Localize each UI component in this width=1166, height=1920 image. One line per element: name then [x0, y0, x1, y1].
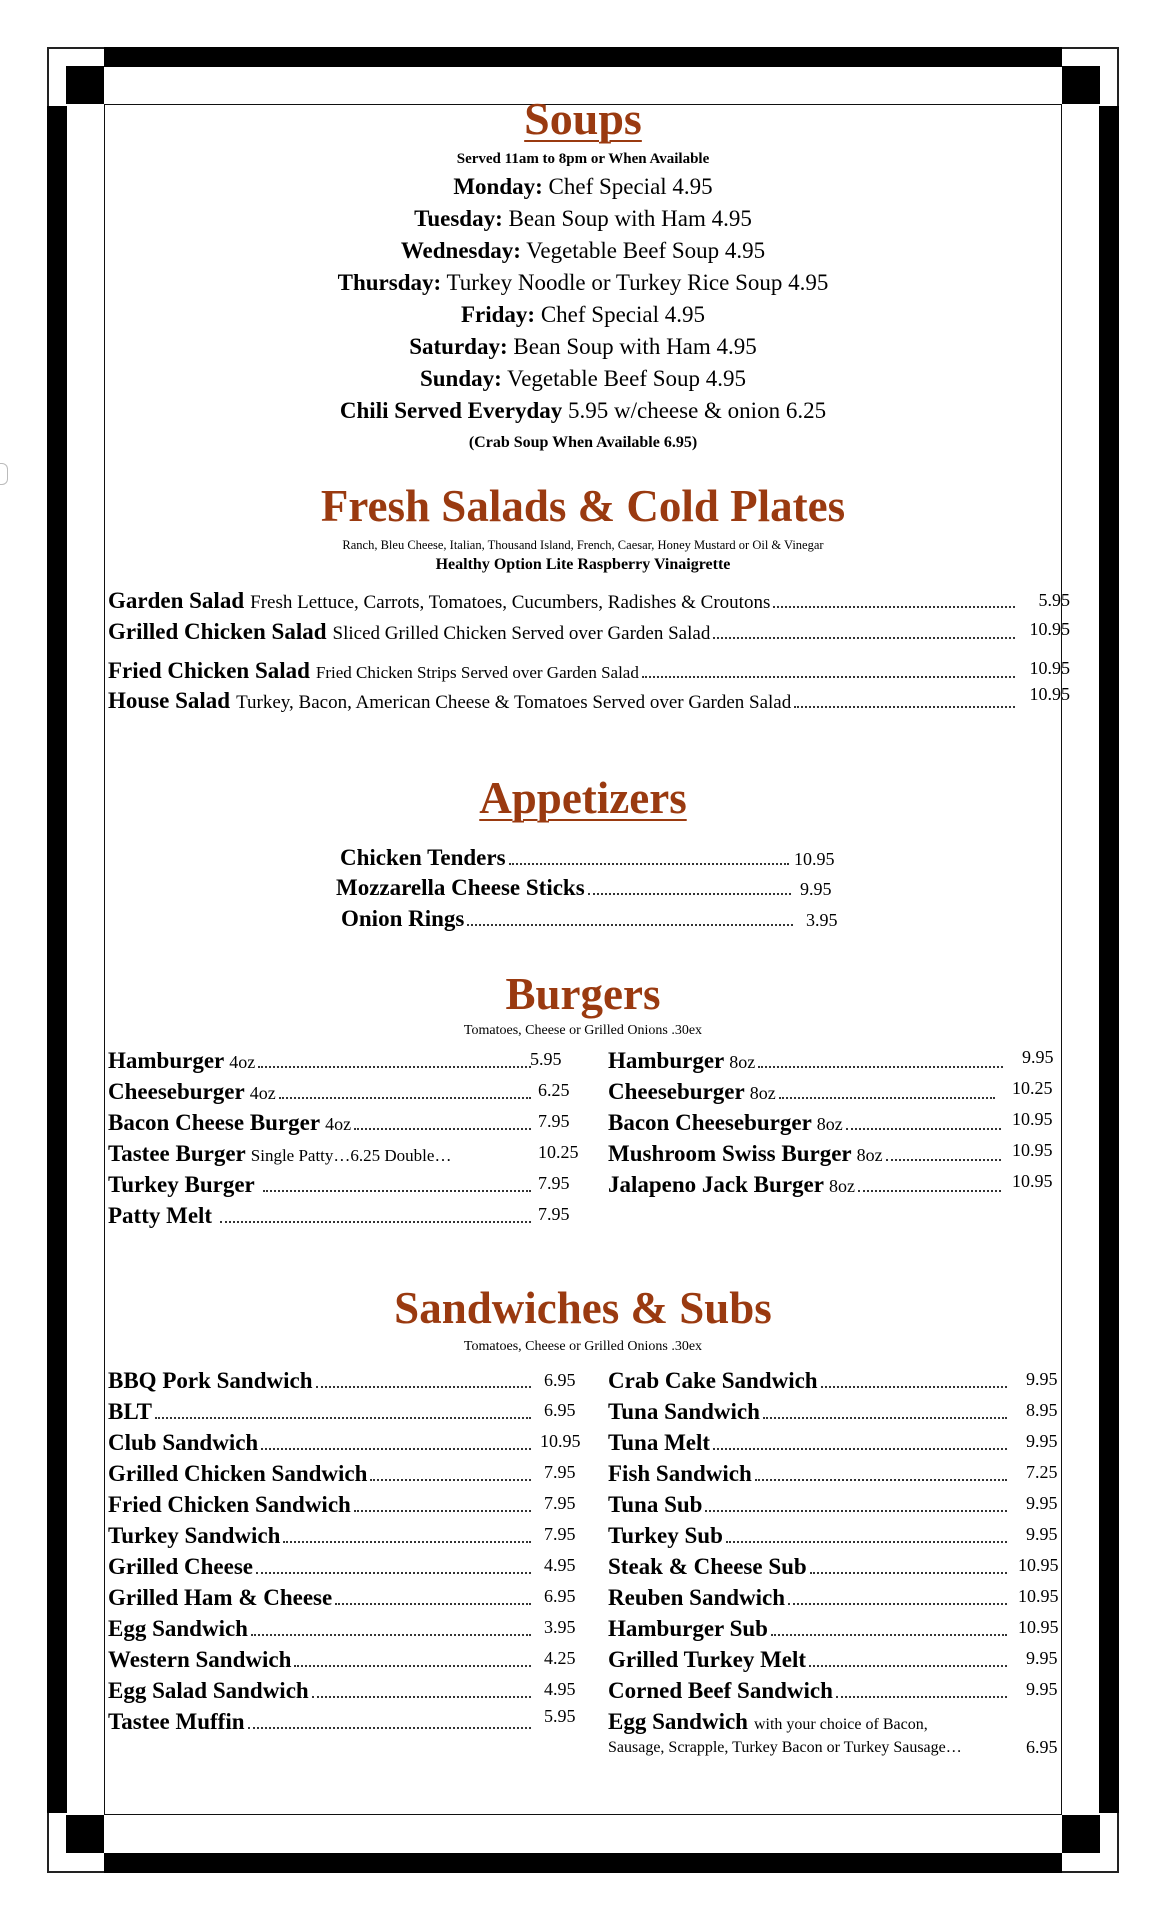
- menu-item-row: [108, 1492, 534, 1518]
- soup-line: [0, 206, 1166, 232]
- dot-leader: [251, 1634, 531, 1636]
- dot-leader: [263, 1190, 531, 1192]
- salads-dressings: Ranch, Bleu Cheese, Italian, Thousand Island, French, Caesar, Honey Mustard or Oil & Vinegar: [342, 538, 824, 552]
- item-name: Fried Chicken Sandwich: [108, 1492, 351, 1517]
- menu-item-row: [108, 1048, 534, 1074]
- menu-item-row: [608, 1079, 998, 1105]
- dot-leader: [312, 1696, 531, 1698]
- item-name: Jalapeno Jack Burger: [608, 1172, 824, 1197]
- item-name: Grilled Cheese: [108, 1554, 253, 1579]
- item-name: Chicken Tenders: [340, 845, 506, 870]
- item-name: Tuna Sub: [608, 1492, 703, 1517]
- item-name: Western Sandwich: [108, 1647, 292, 1672]
- salads-heading: Fresh Salads & Cold Plates: [320, 481, 846, 531]
- item-size: Single Patty…6.25 Double…: [250, 1146, 452, 1165]
- dot-leader: [155, 1417, 531, 1419]
- item-size: 8oz: [828, 1176, 855, 1196]
- dot-leader: [886, 1159, 1001, 1161]
- item-price: 3.95: [806, 910, 838, 930]
- item-price: 10.95: [794, 849, 835, 869]
- item-name: Turkey Burger: [108, 1172, 255, 1197]
- item-name: Grilled Chicken Salad: [108, 619, 327, 644]
- soups-subtitle: Served 11am to 8pm or When Available: [456, 151, 710, 167]
- item-price: 10.95: [1018, 1555, 1059, 1575]
- dot-leader: [713, 637, 1015, 639]
- dot-leader: [335, 1603, 531, 1605]
- item-price: 4.95: [544, 1555, 576, 1575]
- dot-leader: [788, 1603, 1007, 1605]
- item-name: Hamburger: [108, 1048, 225, 1073]
- item-size: 4oz: [249, 1083, 276, 1103]
- dot-leader: [763, 1417, 1007, 1419]
- menu-item-row: [340, 845, 792, 871]
- item-name: Garden Salad: [108, 588, 245, 613]
- soup-item: Vegetable Beef Soup 4.95: [507, 366, 747, 391]
- soup-line: [0, 302, 1166, 328]
- item-name: Fried Chicken Salad: [108, 658, 310, 683]
- item-price: 10.95: [1029, 684, 1070, 704]
- item-name: BLT: [108, 1399, 152, 1424]
- soup-item: 5.95 w/cheese & onion 6.25: [568, 398, 827, 423]
- item-price: 10.95: [1018, 1586, 1059, 1606]
- menu-item-row: [608, 1678, 1010, 1704]
- dot-leader: [220, 1221, 531, 1223]
- dot-leader: [846, 1128, 1001, 1130]
- soup-item: Bean Soup with Ham 4.95: [513, 334, 757, 359]
- item-price: 6.95: [544, 1400, 576, 1420]
- soup-item: Bean Soup with Ham 4.95: [508, 206, 752, 231]
- dot-leader: [773, 606, 1015, 608]
- item-price: 5.95: [1038, 590, 1070, 610]
- item-name: House Salad: [108, 688, 231, 713]
- item-name: Reuben Sandwich: [608, 1585, 786, 1610]
- soup-line: [0, 270, 1166, 296]
- item-price: 6.95: [544, 1586, 576, 1606]
- dot-leader: [283, 1541, 531, 1543]
- menu-item-row: [108, 1616, 534, 1642]
- item-price: 7.95: [544, 1524, 576, 1544]
- soups-heading: Soups: [524, 93, 642, 144]
- item-name: Fish Sandwich: [608, 1461, 752, 1486]
- item-name: Tastee Burger: [108, 1141, 246, 1166]
- dot-leader: [809, 1665, 1007, 1667]
- item-price: 7.95: [538, 1204, 570, 1224]
- item-price: 10.95: [1029, 619, 1070, 639]
- menu-item-row: [108, 1430, 534, 1456]
- menu-item-row: [108, 1585, 534, 1611]
- dot-leader: [713, 1448, 1007, 1450]
- salads-healthy-option: Healthy Option Lite Raspberry Vinaigrette: [435, 556, 731, 573]
- dot-leader: [794, 706, 1015, 708]
- item-description: Sausage, Scrapple, Turkey Bacon or Turkey Sausage…: [608, 1739, 962, 1756]
- menu-item-row: [608, 1461, 1010, 1487]
- item-price: 8.95: [1026, 1400, 1058, 1420]
- dot-leader: [248, 1727, 531, 1729]
- menu-item-row: [108, 1172, 534, 1198]
- item-name: Cheeseburger: [608, 1079, 745, 1104]
- menu-item-row: [108, 1079, 534, 1105]
- item-name: Mushroom Swiss Burger: [608, 1141, 852, 1166]
- menu-item-row: [608, 1709, 1010, 1735]
- item-name: Bacon Cheese Burger: [108, 1110, 321, 1135]
- item-price: 5.95: [544, 1706, 576, 1726]
- item-price: 6.25: [538, 1080, 570, 1100]
- soup-item: Chef Special 4.95: [540, 302, 705, 327]
- menu-item-row: [108, 658, 1018, 684]
- menu-item-row: [336, 875, 794, 901]
- item-price: 9.95: [1026, 1493, 1058, 1513]
- menu-item-row: [108, 1647, 534, 1673]
- item-price: 6.95: [544, 1370, 576, 1390]
- item-name: Grilled Ham & Cheese: [108, 1585, 333, 1610]
- menu-item-row: [108, 1141, 536, 1167]
- item-price: 9.95: [1026, 1431, 1058, 1451]
- soup-day: Saturday:: [409, 334, 508, 359]
- item-name: Hamburger Sub: [608, 1616, 768, 1641]
- item-price: 7.95: [538, 1173, 570, 1193]
- menu-item-row: [608, 1048, 1006, 1074]
- item-price: 6.95: [1026, 1737, 1058, 1757]
- item-description: Fresh Lettuce, Carrots, Tomatoes, Cucumbers, Radishes & Croutons: [250, 592, 771, 613]
- dot-leader: [705, 1510, 1007, 1512]
- item-name: Tastee Muffin: [108, 1709, 245, 1734]
- soup-day: Tuesday:: [414, 206, 503, 231]
- item-name: Egg Sandwich: [608, 1709, 748, 1734]
- item-price: 3.95: [544, 1617, 576, 1637]
- menu-item-row: [108, 1523, 534, 1549]
- item-name: Turkey Sandwich: [108, 1523, 281, 1548]
- item-name: Turkey Sub: [608, 1523, 723, 1548]
- item-price: 9.95: [1026, 1648, 1058, 1668]
- item-name: Mozzarella Cheese Sticks: [336, 875, 585, 900]
- item-price: 5.95: [530, 1049, 562, 1069]
- item-price: 10.95: [540, 1431, 581, 1451]
- soup-line: [0, 398, 1166, 424]
- item-name: Bacon Cheeseburger: [608, 1110, 812, 1135]
- item-description: Fried Chicken Strips Served over Garden Salad: [315, 663, 639, 682]
- soup-line: [0, 238, 1166, 264]
- menu-item-row: [608, 1430, 1010, 1456]
- menu-item-row: [608, 1399, 1010, 1425]
- menu-item-row: [341, 906, 796, 932]
- item-name: Club Sandwich: [108, 1430, 259, 1455]
- item-size: 8oz: [749, 1083, 776, 1103]
- soup-item: Chef Special 4.95: [548, 174, 713, 199]
- dot-leader: [758, 1066, 1003, 1068]
- soup-line: [0, 334, 1166, 360]
- item-size: 8oz: [856, 1145, 883, 1165]
- item-price: 9.95: [1022, 1047, 1054, 1067]
- menu-item-row: [608, 1110, 1004, 1136]
- soup-day: Thursday:: [337, 270, 442, 295]
- item-price: 10.95: [1029, 658, 1070, 678]
- item-size: 4oz: [325, 1114, 352, 1134]
- item-name: Hamburger: [608, 1048, 725, 1073]
- dot-leader: [858, 1190, 1001, 1192]
- item-description: Sliced Grilled Chicken Served over Garden Salad: [332, 623, 711, 644]
- item-price: 10.95: [1018, 1617, 1059, 1637]
- item-description: Turkey, Bacon, American Cheese & Tomatoes Served over Garden Salad: [236, 692, 792, 713]
- soup-day: Chili Served Everyday: [339, 398, 563, 423]
- soup-line: [0, 366, 1166, 392]
- burgers-subtitle: Tomatoes, Cheese or Grilled Onions .30ex: [463, 1023, 703, 1038]
- item-name: Egg Sandwich: [108, 1616, 248, 1641]
- dot-leader: [779, 1097, 995, 1099]
- item-price: 7.25: [1026, 1462, 1058, 1482]
- item-size: 8oz: [816, 1114, 843, 1134]
- dot-leader: [354, 1128, 531, 1130]
- item-name: Grilled Turkey Melt: [608, 1647, 807, 1672]
- item-name: Tuna Melt: [608, 1430, 711, 1455]
- dot-leader: [642, 676, 1015, 678]
- menu-item-row: [608, 1554, 1010, 1580]
- menu-item-row: [108, 1554, 534, 1580]
- dot-leader: [821, 1386, 1007, 1388]
- menu-item-row: [108, 588, 1018, 614]
- item-price: 4.95: [544, 1679, 576, 1699]
- dot-leader: [316, 1386, 532, 1388]
- item-name: Corned Beef Sandwich: [608, 1678, 833, 1703]
- menu-item-row: [608, 1492, 1010, 1518]
- menu-item-row: [108, 1110, 534, 1136]
- dot-leader: [294, 1665, 531, 1667]
- menu-item-row: [608, 1647, 1010, 1673]
- item-price: 7.95: [544, 1462, 576, 1482]
- menu-item-row: [108, 1399, 534, 1425]
- menu-item-row: [608, 1616, 1010, 1642]
- dot-leader: [726, 1541, 1007, 1543]
- appetizers-heading: Appetizers: [479, 773, 687, 823]
- dot-leader: [836, 1696, 1007, 1698]
- item-price: 10.95: [1012, 1140, 1053, 1160]
- dot-leader: [354, 1510, 531, 1512]
- menu-item-row: [108, 1678, 534, 1704]
- item-name: Crab Cake Sandwich: [608, 1368, 818, 1393]
- menu-item-row: [108, 1368, 534, 1394]
- dot-leader: [370, 1479, 531, 1481]
- soup-day: Wednesday:: [400, 238, 521, 263]
- menu-item-row: [608, 1585, 1010, 1611]
- dot-leader: [256, 1572, 531, 1574]
- sandwiches-heading: Sandwiches & Subs: [394, 1283, 772, 1333]
- soup-item: Turkey Noodle or Turkey Rice Soup 4.95: [446, 270, 829, 295]
- dot-leader: [810, 1572, 1007, 1574]
- item-name: Tuna Sandwich: [608, 1399, 760, 1424]
- item-name: Grilled Chicken Sandwich: [108, 1461, 368, 1486]
- item-description: with your choice of Bacon,: [753, 1716, 928, 1733]
- menu-item-row: [608, 1141, 1004, 1167]
- item-size: 4oz: [229, 1052, 256, 1072]
- item-name: Steak & Cheese Sub: [608, 1554, 807, 1579]
- menu-item-row: [108, 1461, 534, 1487]
- item-price: 10.95: [1012, 1171, 1053, 1191]
- menu-item-row: [108, 619, 1018, 645]
- item-size: 8oz: [729, 1052, 756, 1072]
- item-price: 7.95: [544, 1493, 576, 1513]
- item-name: BBQ Pork Sandwich: [108, 1368, 313, 1393]
- soup-line: [0, 174, 1166, 200]
- dot-leader: [509, 863, 789, 865]
- soup-day: Monday:: [453, 174, 543, 199]
- item-price: 9.95: [1026, 1679, 1058, 1699]
- dot-leader: [755, 1479, 1007, 1481]
- item-price: 9.95: [800, 879, 832, 899]
- sandwiches-subtitle: Tomatoes, Cheese or Grilled Onions .30ex: [463, 1339, 703, 1354]
- item-price: 9.95: [1026, 1524, 1058, 1544]
- dot-leader: [467, 924, 793, 926]
- soup-item: Vegetable Beef Soup 4.95: [526, 238, 766, 263]
- item-price: 10.25: [1012, 1078, 1053, 1098]
- dot-leader: [258, 1066, 531, 1068]
- menu-item-row: [108, 688, 1018, 714]
- dot-leader: [279, 1097, 531, 1099]
- soups-note: (Crab Soup When Available 6.95): [468, 434, 698, 451]
- item-name: Egg Salad Sandwich: [108, 1678, 309, 1703]
- soup-day: Friday:: [460, 302, 536, 327]
- menu-item-row: [608, 1368, 1010, 1394]
- menu-item-row: [108, 1203, 534, 1229]
- item-price: 10.25: [538, 1142, 579, 1162]
- item-name: Onion Rings: [341, 906, 465, 931]
- item-name: Patty Melt: [108, 1203, 213, 1228]
- burgers-heading: Burgers: [505, 969, 661, 1019]
- item-price: 7.95: [538, 1111, 570, 1131]
- item-price: 9.95: [1026, 1369, 1058, 1389]
- dot-leader: [771, 1634, 1007, 1636]
- dot-leader: [588, 893, 791, 895]
- menu-item-row: [108, 1709, 534, 1735]
- menu-item-row: [608, 1172, 1004, 1198]
- item-name: Cheeseburger: [108, 1079, 245, 1104]
- item-price: 4.25: [544, 1648, 576, 1668]
- soup-day: Sunday:: [419, 366, 502, 391]
- item-price: 10.95: [1012, 1109, 1053, 1129]
- menu-item-row: [608, 1523, 1010, 1549]
- dot-leader: [261, 1448, 531, 1450]
